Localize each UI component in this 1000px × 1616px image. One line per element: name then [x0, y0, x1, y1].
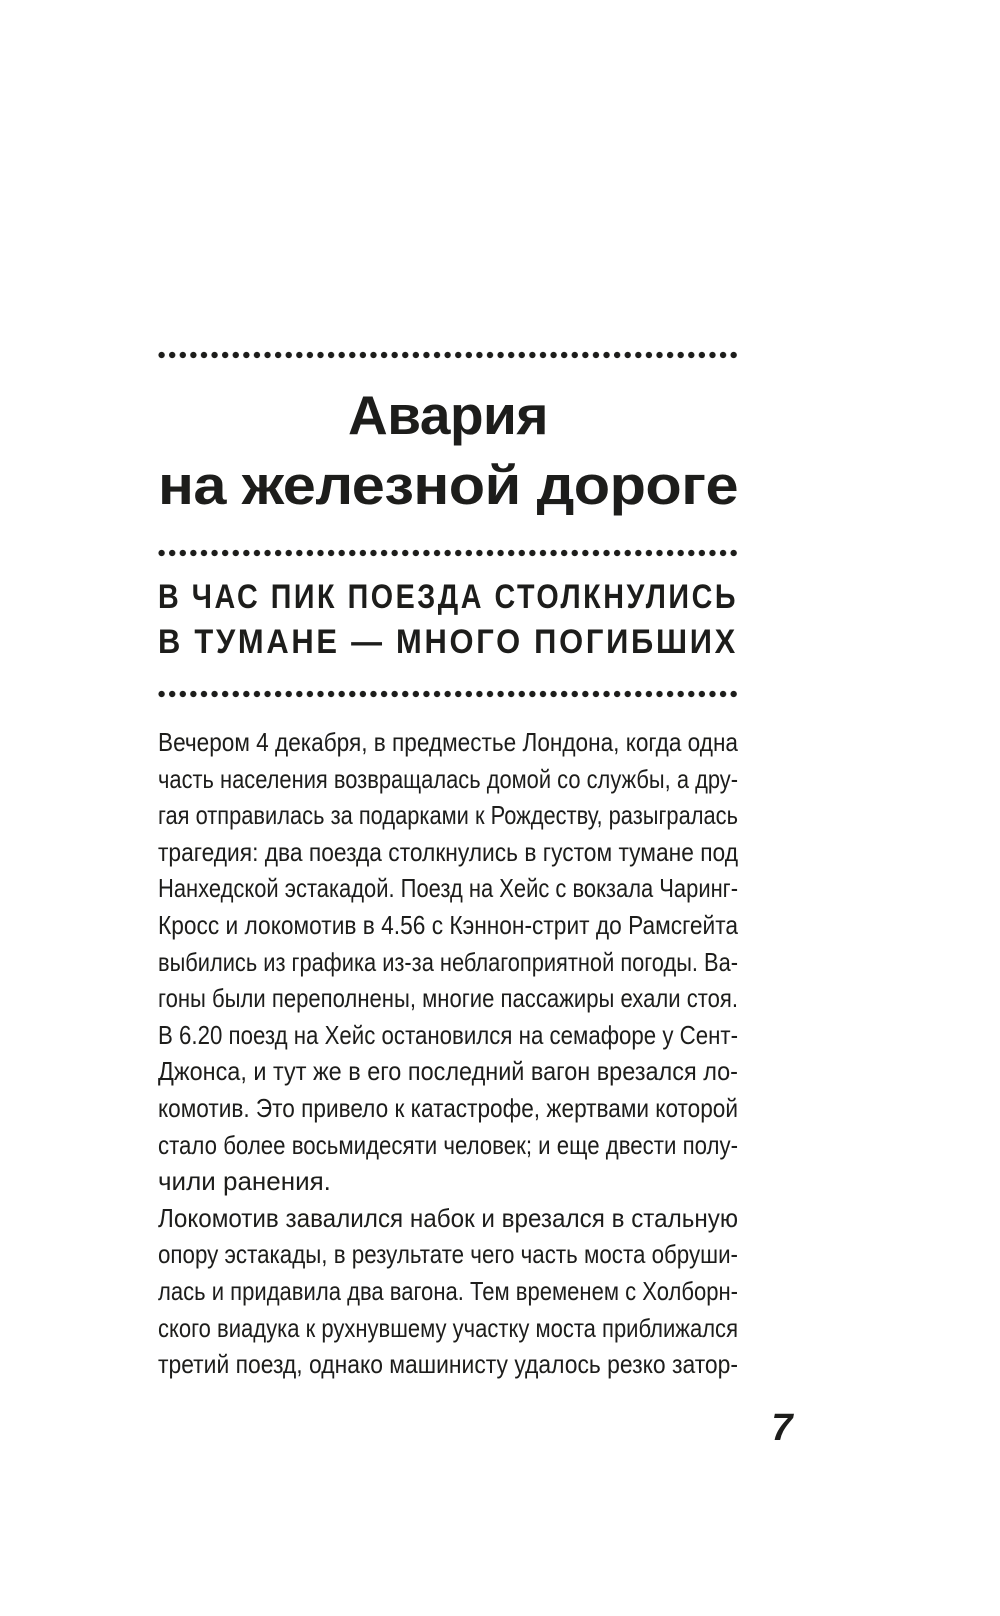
subtitle-text-2: В ТУМАНЕ — МНОГО ПОГИБШИХ [158, 623, 738, 661]
body-text-line: лась и придавила два вагона. Тем временем с Холборн- [158, 1275, 738, 1306]
subtitle-line-2 [158, 620, 738, 665]
body-text-line: гая отправилась за подарками к Рождеству, разыгралась [158, 800, 738, 831]
body-text-line: выбились из графика из-за неблагоприятной погоды. Ва- [158, 946, 738, 977]
body-text-line: третий поезд, однако машинисту удалось резко затор- [158, 1349, 738, 1380]
body-text-line: Локомотив завалился набок и врезался в стальную [158, 1202, 738, 1233]
body-text-line: ского виадука к рухнувшему участку моста приближался [158, 1312, 738, 1343]
page-number: 7 [771, 1407, 793, 1449]
dotted-divider-middle [158, 549, 740, 557]
subtitle-line-1 [158, 575, 738, 620]
title-text-1: Авария [348, 384, 548, 446]
subtitle-text-1: В ЧАС ПИК ПОЕЗДА СТОЛКНУЛИСЬ [158, 578, 738, 616]
title-line-1 [158, 380, 738, 450]
body-text-line: опору эстакады, в результате чего часть моста обруши- [158, 1239, 738, 1270]
dotted-divider-bottom [158, 690, 740, 698]
article-subtitle [158, 575, 738, 665]
body-text-line: Нанхедской эстакадой. Поезд на Хейс с вокзала Чаринг- [158, 873, 738, 904]
article-body [158, 724, 738, 1383]
body-text-line: гоны были переполнены, многие пассажиры ехали стоя. [158, 983, 738, 1014]
body-text-line: Вечером 4 декабря, в предместье Лондона, когда одна [158, 727, 738, 757]
body-text-line: трагедия: два поезда столкнулись в густом тумане под [158, 836, 738, 867]
body-text-line: В 6.20 поезд на Хейс остановился на семафоре у Сент- [158, 1019, 738, 1050]
title-text-2: на железной дороге [158, 454, 738, 516]
body-text-line: часть населения возвращалась домой со службы, а дру- [158, 763, 738, 794]
body-text-line: Джонса, и тут же в его последний вагон врезался ло- [158, 1056, 738, 1087]
body-text-line: стало более восьмидесяти человек; и еще двести полу- [158, 1129, 738, 1160]
body-text-line: комотив. Это привело к катастрофе, жертвами которой [158, 1092, 738, 1123]
article-title [158, 380, 738, 520]
body-text-line: чили ранения. [158, 1166, 331, 1197]
dotted-divider-top [158, 351, 740, 359]
body-text-line: Кросс и локомотив в 4.56 с Кэннон-стрит до Рамсгейта [158, 909, 738, 940]
title-line-2 [158, 450, 738, 520]
